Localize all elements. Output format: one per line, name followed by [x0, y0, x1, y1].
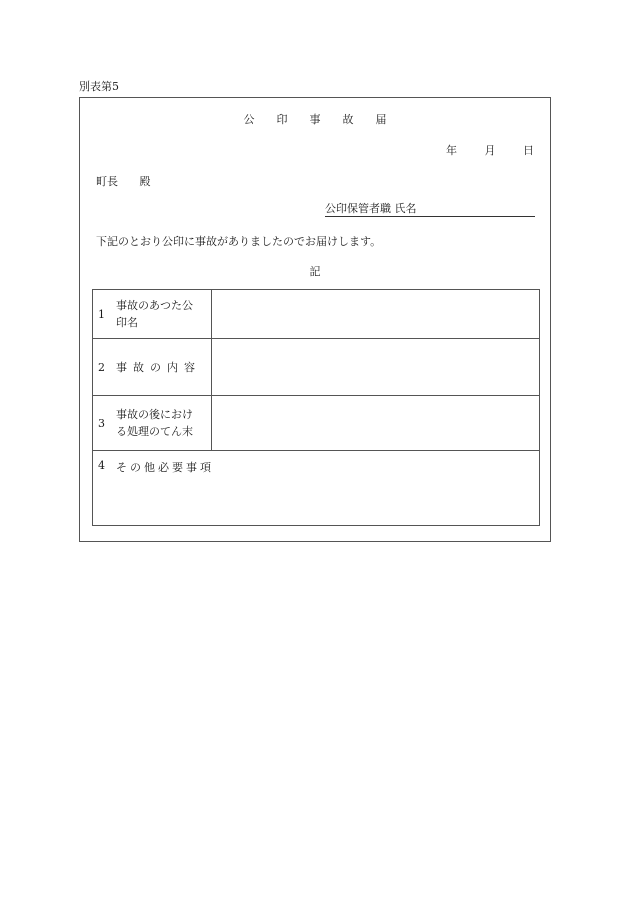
item-value-field[interactable]	[211, 339, 539, 396]
table-row	[93, 396, 540, 451]
item-label-line1: その他必要事項	[116, 461, 214, 474]
items-table	[92, 289, 540, 526]
item-number: 4	[98, 459, 105, 472]
item-label-cell	[93, 339, 212, 396]
item-label-line1: 事故のあつた公	[116, 299, 193, 312]
intro-text: 下記のとおり公印に事故がありましたのでお届けします。	[96, 235, 382, 248]
ki-heading: 記	[309, 265, 321, 278]
other-items-field[interactable]	[93, 451, 540, 526]
signer-field[interactable]	[325, 202, 535, 217]
annex-label: 別表第5	[79, 80, 119, 93]
item-number: 2	[98, 360, 105, 374]
item-label-cell	[93, 396, 212, 451]
addressee: 町長 殿	[96, 175, 151, 188]
accident-report-form	[79, 97, 551, 542]
table-row	[93, 339, 540, 396]
item-label-line1: 事故の内容	[116, 360, 201, 374]
item-label-line2: 印名	[116, 316, 138, 329]
date-line: 年 月 日	[446, 144, 534, 157]
item-label-cell	[93, 290, 212, 339]
item-value-field[interactable]	[211, 290, 539, 339]
table-row	[93, 290, 540, 339]
item-number: 1	[98, 307, 105, 321]
item-label-line1: 事故の後におけ	[116, 408, 193, 421]
item-label-line2: る処理のてん末	[116, 425, 193, 438]
signer-label: 公印保管者職 氏名	[325, 202, 417, 215]
item-number: 3	[98, 416, 105, 430]
table-row	[93, 451, 540, 526]
document-title: 公印事故届	[243, 113, 409, 126]
item-value-field[interactable]	[211, 396, 539, 451]
